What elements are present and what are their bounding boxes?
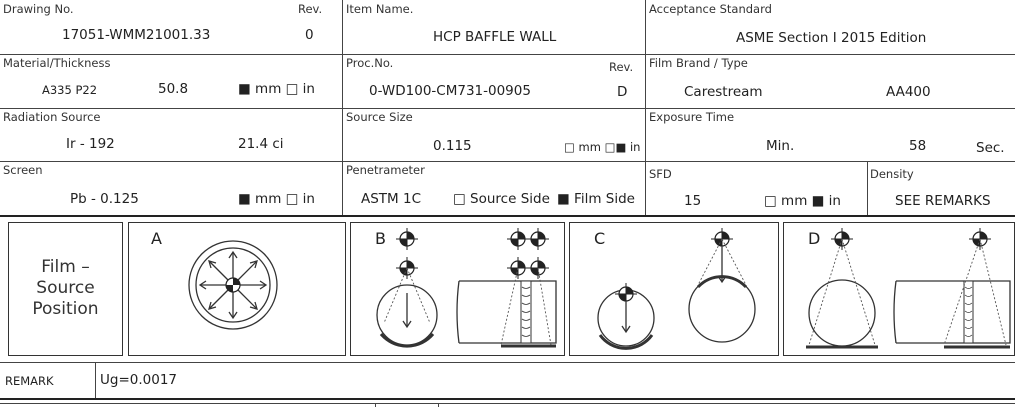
film-source-position-box [8, 222, 123, 356]
weld-bead [521, 281, 531, 343]
diagram-b-box [350, 222, 565, 356]
proc-cell [343, 54, 645, 108]
proc-rev-value: D [617, 84, 628, 100]
proc-rev-label: Rev. [609, 60, 634, 74]
item-value: HCP BAFFLE WALL [433, 29, 557, 45]
diagram-a-figure [129, 223, 344, 354]
exposure-sec-label: Sec. [976, 140, 1005, 156]
proc-label: Proc.No. [346, 56, 394, 70]
radiation-cell [0, 108, 342, 161]
penetrameter-cell [343, 161, 645, 215]
grid-line [0, 54, 1015, 55]
drawing-cell [0, 0, 342, 54]
grid-line [645, 0, 646, 215]
remark-label: REMARK [5, 374, 54, 388]
film-label: Film Brand / Type [649, 56, 748, 70]
density-cell [867, 161, 1015, 215]
diagram-c-box [569, 222, 779, 356]
diagram-a-box [128, 222, 346, 356]
drawing-rev-label: Rev. [298, 2, 323, 16]
diagram-d-box [783, 222, 1015, 356]
acceptance-label: Acceptance Standard [649, 2, 772, 16]
item-cell [343, 0, 645, 54]
radiation-label: Radiation Source [3, 110, 101, 124]
exposure-cell [646, 108, 1015, 161]
pipe-side-view [459, 281, 556, 343]
exposure-label: Exposure Time [649, 110, 735, 124]
screen-unit: ■ mm □ in [238, 191, 315, 207]
density-value: SEE REMARKS [895, 193, 991, 209]
penetrameter-value: ASTM 1C [361, 191, 422, 207]
grid-line [0, 398, 1015, 400]
screen-label: Screen [3, 163, 43, 177]
diagram-a-label: A [151, 229, 162, 248]
film-brand: Carestream [684, 84, 763, 100]
radiation-value: Ir - 192 [66, 136, 115, 152]
film-type: AA400 [886, 84, 931, 100]
source-size-label: Source Size [346, 110, 413, 124]
grid-line [0, 215, 1015, 217]
film-source-title-line1: Film – [41, 257, 90, 277]
penetrameter-film-side: ■ Film Side [557, 191, 635, 207]
screen-cell [0, 161, 342, 215]
material-value: A335 P22 [42, 83, 98, 97]
diagram-c-figure [570, 223, 777, 354]
exposure-min: Min. [766, 138, 795, 154]
grid-line [0, 403, 1015, 404]
weld-bead [964, 281, 973, 343]
diagram-d-label: D [808, 229, 821, 248]
grid-line [438, 403, 439, 407]
thickness-unit: ■ mm □ in [238, 81, 315, 97]
diagram-d-figure [784, 223, 1014, 354]
thickness-value: 50.8 [158, 81, 189, 97]
screen-value: Pb - 0.125 [70, 191, 139, 207]
film-cell [646, 54, 1015, 108]
source-symbol-icon [226, 278, 240, 292]
diagram-c-label: C [594, 229, 606, 248]
source-symbol-icon [507, 228, 529, 250]
remark-value: Ug=0.0017 [100, 372, 177, 388]
sfd-cell [646, 161, 867, 215]
source-size-value: 0.115 [433, 138, 472, 154]
acceptance-cell [646, 0, 1015, 54]
source-symbol-icon [527, 228, 549, 250]
penetrameter-source-side: □ Source Side [453, 191, 550, 207]
sfd-value: 15 [684, 193, 702, 209]
source-size-cell [343, 108, 645, 161]
grid-line [342, 0, 343, 215]
film-arc [381, 334, 433, 346]
diagram-b-figure [351, 223, 563, 354]
material-cell [0, 54, 342, 108]
grid-line [95, 362, 96, 398]
density-label: Density [870, 167, 914, 181]
diagram-b-label: B [375, 229, 386, 248]
material-label: Material/Thickness [3, 56, 111, 70]
exposure-seconds: 58 [909, 138, 927, 154]
sfd-unit: □ mm ■ in [764, 193, 841, 209]
sfd-label: SFD [649, 167, 672, 181]
film-source-title [9, 257, 122, 320]
acceptance-value: ASME Section I 2015 Edition [736, 30, 927, 46]
proc-value: 0-WD100-CM731-00905 [369, 83, 531, 99]
film-source-title-line3: Position [32, 299, 99, 319]
drawing-value: 17051-WMM21001.33 [62, 27, 211, 43]
drawing-label: Drawing No. [3, 2, 74, 16]
grid-line [0, 362, 1015, 363]
radiation-activity: 21.4 ci [238, 136, 284, 152]
penetrameter-label: Penetrameter [346, 163, 425, 177]
film-source-title-line2: Source [36, 278, 95, 298]
source-symbol-icon [396, 228, 418, 250]
grid-line [867, 161, 868, 215]
grid-line [0, 108, 1015, 109]
item-label: Item Name. [346, 2, 414, 16]
drawing-rev-value: 0 [305, 27, 314, 43]
grid-line [375, 403, 376, 407]
source-size-unit: □ mm □■ in [564, 140, 641, 154]
grid-line [0, 161, 1015, 162]
